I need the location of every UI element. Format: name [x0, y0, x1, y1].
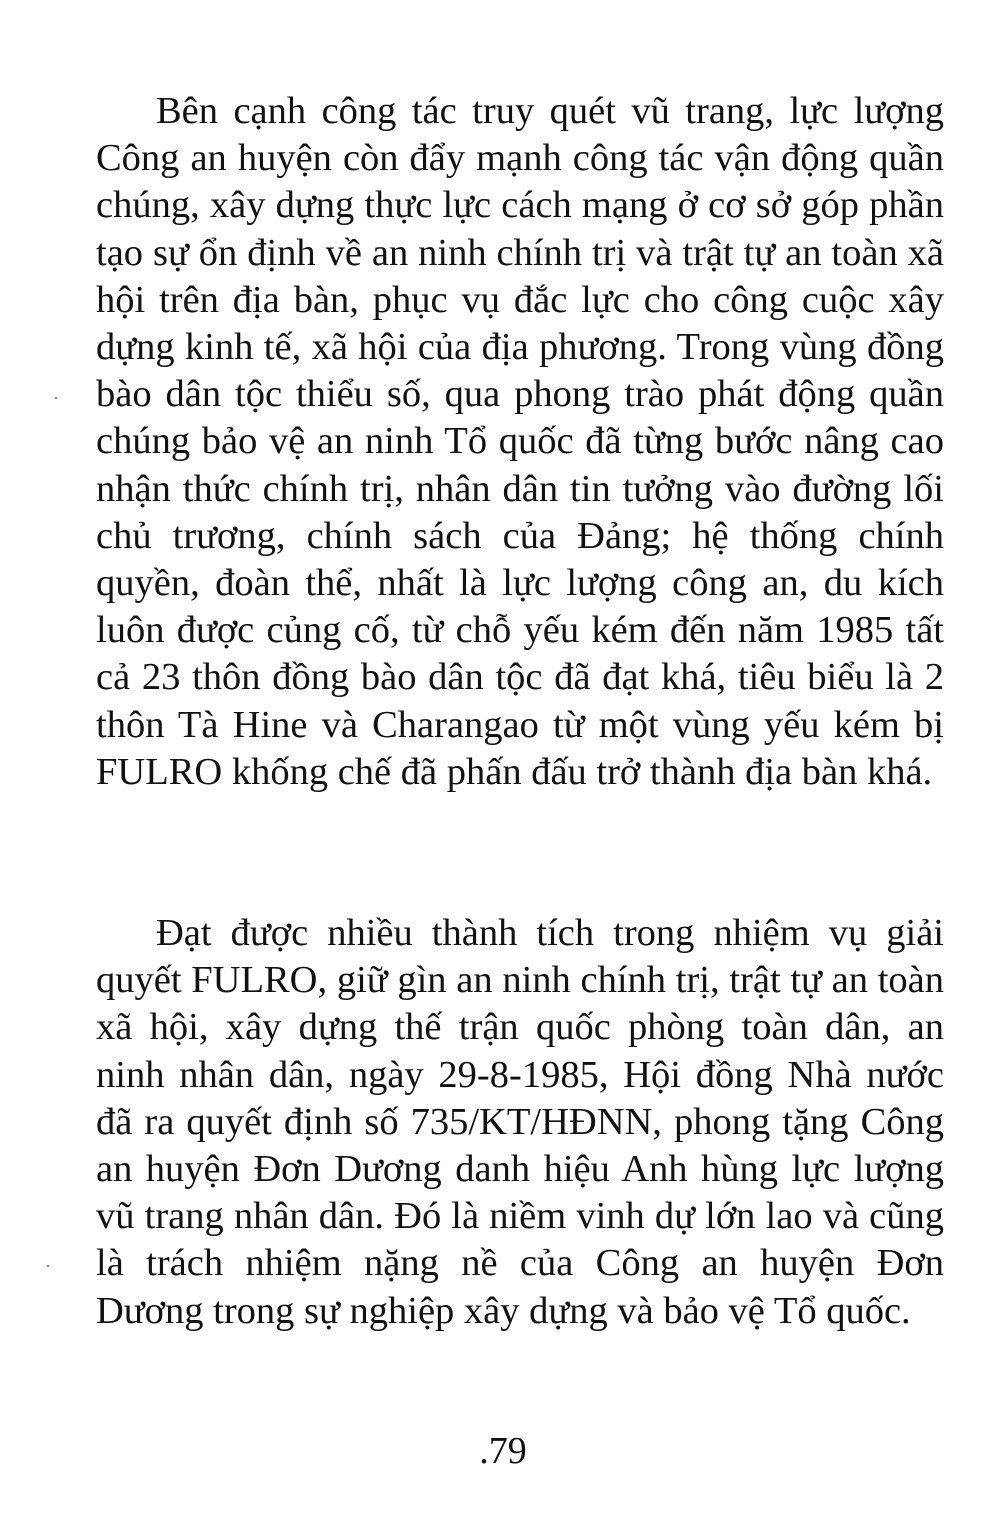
body-paragraph-2 — [96, 910, 944, 1335]
page-number: .79 — [479, 1430, 527, 1472]
scan-speck — [47, 1265, 49, 1267]
scan-speck — [55, 397, 57, 399]
paragraph-text: Đạt được nhiều thành tích trong nhiệm vụ giải quyết FULRO, giữ gìn an ninh chính trị, trật tự an toàn xã hội, xây dựng thế trận quốc phòng toàn dân, an ninh nhân dân, ngày 29-8-1985, Hội đồng Nhà nước đã ra quyết định số 735/KT/HĐNN, phong tặng Công an huyện Đơn Dương danh hiệu Anh hùng lực lượng vũ trang nhân dân. Đó là niềm vinh dự lớn lao và cũng là trách nhiệm nặng nề của Công an huyện Đơn Dương trong sự nghiệp xây dựng và bảo vệ Tổ quốc. — [96, 912, 944, 1332]
paragraph-text: Bên cạnh công tác truy quét vũ trang, lực lượng Công an huyện còn đẩy mạnh công tác vận động quần chúng, xây dựng thực lực cách mạng ở cơ sở góp phần tạo sự ổn định về an ninh chính trị và trật tự an toàn xã hội trên địa bàn, phục vụ đắc lực cho công cuộc xây dựng kinh tế, xã hội của địa phương. Trong vùng đồng bào dân tộc thiểu số, qua phong trào phát động quần chúng bảo vệ an ninh Tổ quốc đã từng bước nâng cao nhận thức chính trị, nhân dân tin tưởng vào đường lối chủ trương, chính sách của Đảng; hệ thống chính quyền, đoàn thể, nhất là lực lượng công an, du kích luôn được củng cố, từ chỗ yếu kém đến năm 1985 tất cả 23 thôn đồng bào dân tộc đã đạt khá, tiêu biểu là 2 thôn Tà Hine và Charangao từ một vùng yếu kém bị FULRO khống chế đã phấn đấu trở thành địa bàn khá. — [96, 90, 944, 793]
body-paragraph-1 — [96, 88, 944, 796]
